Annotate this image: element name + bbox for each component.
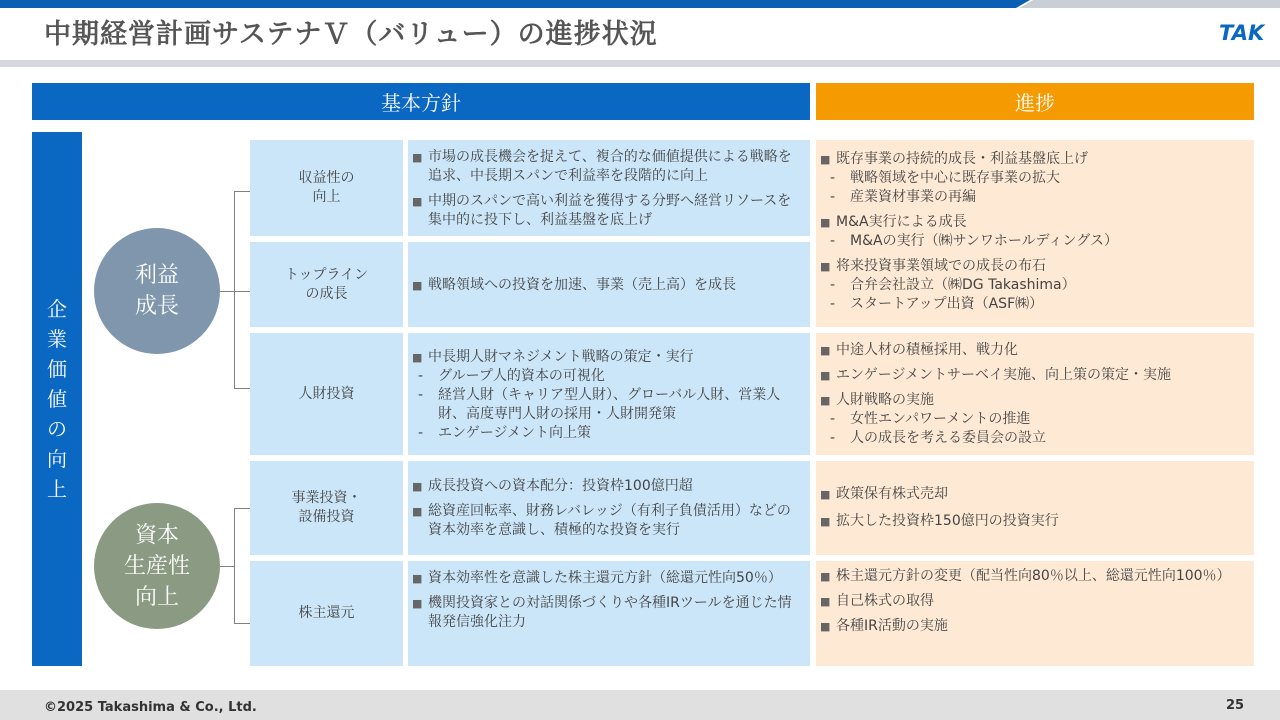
vertical-char: の <box>47 417 67 441</box>
bullet-text: 戦略領域への投資を加速、事業（売上高）を成長 <box>428 277 736 293</box>
bullet-square-icon: ■ <box>412 151 423 164</box>
vertical-char: 業 <box>47 327 67 351</box>
bullet-square-icon: ■ <box>820 216 831 229</box>
bullet-item <box>820 592 1248 611</box>
bullet-square-icon: ■ <box>820 488 831 501</box>
dash-icon: - <box>830 277 836 293</box>
category-line: 収益性の <box>298 170 355 186</box>
page-title: 中期経営計画サステナＶ（バリュー）の進捗状況 <box>44 19 658 50</box>
bullet-item <box>412 276 804 295</box>
category-line: 株主還元 <box>298 605 355 621</box>
progress-column-header: 進捗 <box>816 83 1254 120</box>
sub-item <box>830 276 1248 295</box>
bullet-text: 拡大した投資枠150億円の投資実行 <box>836 513 1059 529</box>
bullet-square-icon: ■ <box>412 505 423 518</box>
connector-line <box>220 566 234 567</box>
bullet-text: 株主還元方針の変更（配当性向80％以上、総還元性向100％） <box>836 568 1231 584</box>
dash-icon: - <box>418 368 424 384</box>
category-profitability <box>250 140 403 236</box>
bullet-square-icon: ■ <box>820 369 831 382</box>
sub-item <box>418 424 804 443</box>
bullet-text: 中長期人財マネジメント戦略の策定・実行 <box>428 349 694 365</box>
category-line: 人財投資 <box>298 385 355 402</box>
progress-cell-investment <box>816 461 1254 555</box>
category-human-capital <box>250 333 403 455</box>
bullet-item <box>412 148 804 186</box>
policy-column-header: 基本方針 <box>32 83 810 120</box>
bullet-item <box>412 569 804 588</box>
group-label-line: 利益 <box>134 263 179 288</box>
sub-item <box>830 188 1248 207</box>
bullet-square-icon: ■ <box>412 480 423 493</box>
sub-item <box>830 232 1248 251</box>
bullet-item <box>412 502 804 540</box>
bracket-connector <box>234 508 251 624</box>
sub-item <box>830 410 1248 429</box>
bullet-text: 自己株式の取得 <box>836 593 934 609</box>
bullet-text: M&A実行による成長 <box>836 214 967 230</box>
sub-text: 戦略領域を中心に既存事業の拡大 <box>850 170 1060 186</box>
bullet-item <box>820 391 1248 410</box>
group-label-line: 資本 <box>134 522 179 548</box>
bullet-text: 資本効率性を意識した株主還元方針（総還元性向50％） <box>428 570 782 586</box>
bullet-item <box>820 617 1248 636</box>
dash-icon: - <box>830 430 836 446</box>
bullet-text: 政策保有株式売却 <box>836 486 948 502</box>
bullet-text: 将来投資事業領域での成長の布石 <box>836 258 1046 274</box>
sub-item <box>418 386 804 424</box>
bullet-item <box>412 348 804 367</box>
vertical-char: 上 <box>47 477 67 501</box>
bullet-item <box>820 257 1248 276</box>
bullet-item <box>820 567 1248 586</box>
bullet-text: 既存事業の持続的成長・利益基盤底上げ <box>836 151 1088 167</box>
connector-line <box>234 291 250 292</box>
bullet-text: 中途人材の積極採用、戦力化 <box>836 342 1018 358</box>
bullet-square-icon: ■ <box>820 394 831 407</box>
copyright: ©2025 Takashima & Co., Ltd. <box>44 700 257 715</box>
dash-icon: - <box>830 189 836 205</box>
bullet-square-icon: ■ <box>820 620 831 633</box>
group-label-line: 生産性 <box>123 553 190 579</box>
page-number: 25 <box>1226 698 1245 713</box>
bullet-item <box>820 213 1248 232</box>
bullet-square-icon: ■ <box>412 572 423 585</box>
group-label-line: 向上 <box>134 584 179 610</box>
bullet-text: 成長投資への資本配分：投資枠100億円超 <box>428 478 693 494</box>
bullet-item <box>820 341 1248 360</box>
company-logo <box>1218 19 1268 45</box>
bullet-text: エンゲージメントサーベイ実施、向上策の策定・実施 <box>836 367 1172 383</box>
bullet-item <box>820 150 1248 169</box>
sub-item <box>830 295 1248 314</box>
bracket-connector <box>234 191 251 389</box>
bullet-text: 人財戦略の実施 <box>836 392 934 408</box>
bullet-text: 機関投資家との対話関係づくりや各種IRツールを通じた情報発信強化注力 <box>428 595 792 630</box>
bullet-item <box>820 485 1248 504</box>
sub-text: M&Aの実行（㈱サンワホールディングス） <box>850 233 1119 249</box>
bullet-square-icon: ■ <box>412 279 423 292</box>
sub-text: グループ人的資本の可視化 <box>438 368 605 384</box>
bullet-square-icon: ■ <box>820 260 831 273</box>
bullet-item <box>412 192 804 230</box>
vertical-char: 企 <box>47 297 67 321</box>
category-line: 向上 <box>312 189 341 205</box>
bullet-text: 各種IR活動の実施 <box>836 618 948 634</box>
dash-icon: - <box>830 411 836 427</box>
dash-icon: - <box>418 387 424 403</box>
bullet-square-icon: ■ <box>820 570 831 583</box>
category-line: トップライン <box>284 266 369 283</box>
policy-cell-profitability <box>408 140 810 236</box>
dash-icon: - <box>418 425 424 441</box>
bullet-square-icon: ■ <box>412 195 423 208</box>
sub-item <box>830 429 1248 448</box>
vertical-char: 向 <box>47 447 67 471</box>
sub-text: 産業資材事業の再編 <box>850 189 976 205</box>
bullet-square-icon: ■ <box>412 597 423 610</box>
sub-item <box>418 367 804 386</box>
bullet-square-icon: ■ <box>820 595 831 608</box>
progress-cell-growth <box>816 140 1254 327</box>
bullet-text: 中期のスパンで高い利益を獲得する分野へ経営リソースを集中的に投下し、利益基盤を底上げ <box>428 193 792 228</box>
bullet-square-icon: ■ <box>820 515 831 528</box>
bullet-square-icon: ■ <box>820 153 831 166</box>
vertical-label-corporate-value <box>32 132 82 666</box>
connector-line <box>220 291 234 292</box>
category-line: 事業投資・ <box>291 490 362 506</box>
progress-cell-shareholder-returns <box>816 561 1254 666</box>
dash-icon: - <box>830 296 836 312</box>
dash-icon: - <box>830 233 836 249</box>
category-line: の成長 <box>305 285 348 302</box>
group-circle-capital-productivity <box>94 503 220 629</box>
category-shareholder-returns <box>250 561 403 666</box>
progress-cell-human-capital <box>816 333 1254 455</box>
policy-cell-shareholder-returns <box>408 561 810 666</box>
vertical-char: 価 <box>47 357 67 381</box>
bullet-item <box>412 477 804 496</box>
bullet-text: 総資産回転率、財務レバレッジ（有利子負債活用）などの資本効率を意識し、積極的な投資を実行 <box>428 503 791 538</box>
sub-text: 経営人財（キャリア型人財）、グローバル人財、営業人財、高度専門人財の採用・人財開発策 <box>438 387 781 422</box>
vertical-char: 値 <box>47 387 67 411</box>
bullet-item <box>820 512 1248 531</box>
group-label-line: 成長 <box>134 294 179 319</box>
category-topline <box>250 242 403 327</box>
bullet-text: 市場の成長機会を捉えて、複合的な価値提供による戦略を追求、中長期スパンで利益率を段階的に向上 <box>428 149 792 184</box>
title-rule <box>0 60 1280 67</box>
sub-text: 合弁会社設立（㈱DG Takashima） <box>850 277 1076 293</box>
category-line: 設備投資 <box>298 509 355 525</box>
sub-text: 人の成長を考える委員会の設立 <box>850 430 1046 446</box>
logo-text: TAK <box>1219 21 1265 45</box>
policy-cell-topline <box>408 242 810 327</box>
policy-cell-investment <box>408 461 810 555</box>
sub-text: エンゲージメント向上策 <box>438 425 592 441</box>
bullet-item <box>412 594 804 632</box>
bullet-square-icon: ■ <box>820 344 831 357</box>
top-accent-gray <box>1020 0 1280 8</box>
sub-item <box>830 169 1248 188</box>
policy-cell-human-capital <box>408 333 810 455</box>
sub-text: 女性エンパワーメントの推進 <box>850 411 1031 427</box>
bullet-square-icon: ■ <box>412 351 423 364</box>
sub-text: スタートアップ出資（ASF㈱） <box>850 296 1044 312</box>
category-investment <box>250 461 403 555</box>
bullet-item <box>820 366 1248 385</box>
dash-icon: - <box>830 170 836 186</box>
group-circle-profit-growth <box>94 228 220 354</box>
